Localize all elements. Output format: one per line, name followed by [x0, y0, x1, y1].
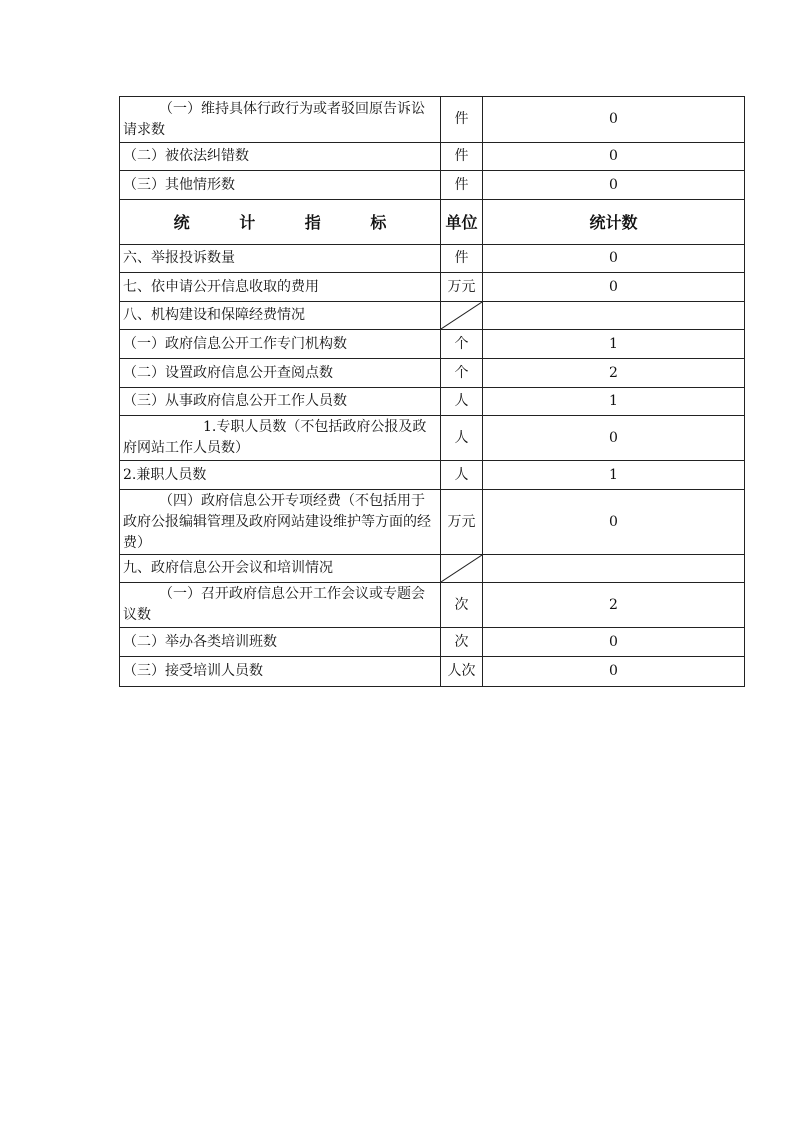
unit-cell: 人 [441, 388, 483, 416]
indicator-cell: （二）被依法纠错数 [120, 143, 441, 171]
unit-cell: 次 [441, 628, 483, 657]
indicator-cell: （二）设置政府信息公开查阅点数 [120, 359, 441, 388]
table-header-row [120, 200, 745, 245]
value-cell: 0 [483, 416, 745, 461]
indicator-cell: （三）其他情形数 [120, 171, 441, 200]
unit-cell: 人 [441, 416, 483, 461]
value-cell [483, 555, 745, 583]
value-cell: 0 [483, 143, 745, 171]
indicator-cell: （四）政府信息公开专项经费（不包括用于政府公报编辑管理及政府网站建设维护等方面的经费） [120, 490, 441, 555]
indicator-cell: （二）举办各类培训班数 [120, 628, 441, 657]
unit-cell: 万元 [441, 273, 483, 302]
value-cell: 0 [483, 273, 745, 302]
table-row [120, 583, 745, 628]
table-row [120, 273, 745, 302]
table-row [120, 302, 745, 330]
table-row [120, 461, 745, 490]
value-cell: 1 [483, 461, 745, 490]
value-cell: 0 [483, 657, 745, 687]
table-row [120, 143, 745, 171]
table-row [120, 330, 745, 359]
header-value: 统计数 [483, 200, 745, 245]
unit-cell: 万元 [441, 490, 483, 555]
value-cell: 0 [483, 245, 745, 273]
diagonal-slash [441, 555, 482, 582]
unit-cell: 件 [441, 97, 483, 143]
value-cell: 2 [483, 583, 745, 628]
table-row [120, 97, 745, 143]
value-cell: 0 [483, 171, 745, 200]
unit-cell: 人次 [441, 657, 483, 687]
empty-unit-cell [441, 555, 483, 583]
value-cell: 1 [483, 388, 745, 416]
table-row [120, 245, 745, 273]
header-indicator-text: 统 计 指 标 [173, 212, 409, 232]
indicator-cell: 七、依申请公开信息收取的费用 [120, 273, 441, 302]
unit-cell: 个 [441, 330, 483, 359]
indicator-cell: （一）政府信息公开工作专门机构数 [120, 330, 441, 359]
table-row [120, 555, 745, 583]
indicator-cell: 六、举报投诉数量 [120, 245, 441, 273]
unit-cell: 件 [441, 245, 483, 273]
value-cell [483, 302, 745, 330]
value-cell: 1 [483, 330, 745, 359]
indicator-cell: （三）从事政府信息公开工作人员数 [120, 388, 441, 416]
table-row [120, 416, 745, 461]
table-row [120, 359, 745, 388]
header-unit: 单位 [441, 200, 483, 245]
value-cell: 0 [483, 490, 745, 555]
indicator-cell: 九、政府信息公开会议和培训情况 [120, 555, 441, 583]
table-row [120, 490, 745, 555]
unit-cell: 个 [441, 359, 483, 388]
table-row [120, 657, 745, 687]
unit-cell: 件 [441, 171, 483, 200]
indicator-cell: 八、机构建设和保障经费情况 [120, 302, 441, 330]
indicator-cell: （一）召开政府信息公开工作会议或专题会议数 [120, 583, 441, 628]
value-cell: 0 [483, 97, 745, 143]
table-row [120, 171, 745, 200]
empty-unit-cell [441, 302, 483, 330]
diagonal-slash [441, 302, 482, 329]
value-cell: 2 [483, 359, 745, 388]
value-cell: 0 [483, 628, 745, 657]
unit-cell: 件 [441, 143, 483, 171]
statistics-table [119, 96, 745, 687]
unit-cell: 次 [441, 583, 483, 628]
table-row [120, 628, 745, 657]
indicator-cell: （一）维持具体行政行为或者驳回原告诉讼请求数 [120, 97, 441, 143]
unit-cell: 人 [441, 461, 483, 490]
indicator-cell: 1.专职人员数（不包括政府公报及政府网站工作人员数） [120, 416, 441, 461]
header-indicator [120, 200, 441, 245]
table-row [120, 388, 745, 416]
indicator-cell: 2.兼职人员数 [120, 461, 441, 490]
indicator-cell: （三）接受培训人员数 [120, 657, 441, 687]
